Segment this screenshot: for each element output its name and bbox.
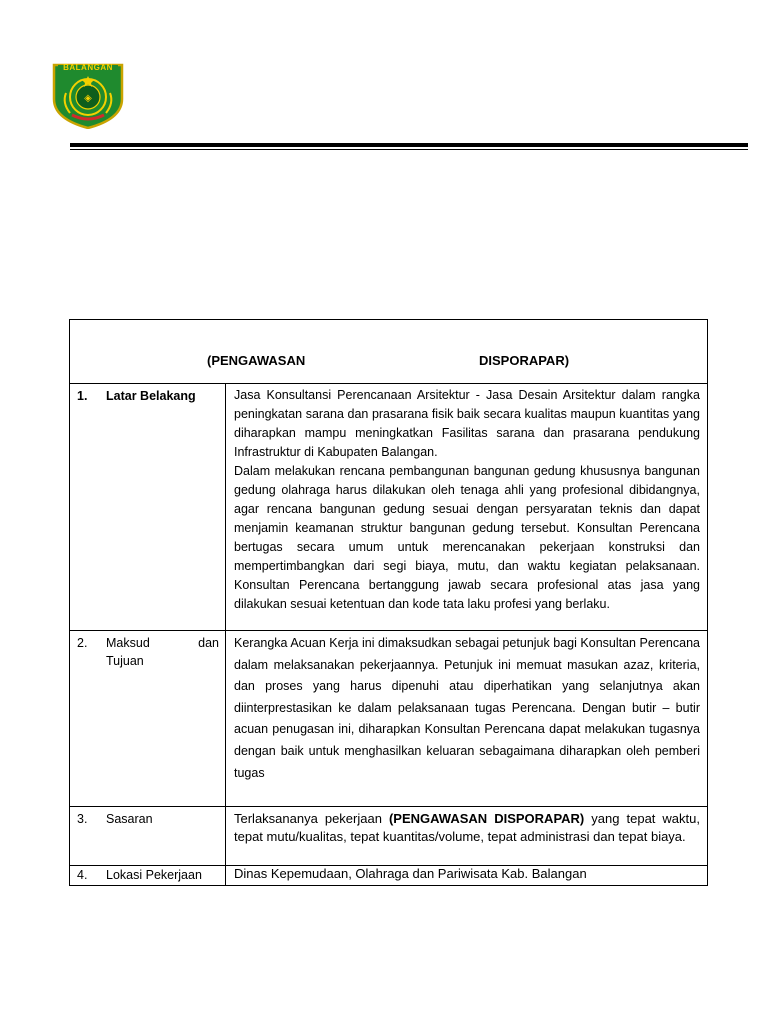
row-label-cell — [70, 631, 226, 807]
row-content-cell — [226, 384, 708, 631]
sasaran-text-post: yang tepat waktu, tepat mutu/kualitas, tepat kuantitas/volume, tepat administrasi dan tepat biaya. — [234, 811, 700, 844]
row-number: 4. — [77, 868, 88, 882]
latar-belakang-paragraph-1: Jasa Konsultansi Perencanaan Arsitektur - Jasa Desain Arsitektur dalam rangka peningkatan sarana dan prasarana fisik baik secara kualitas maupun kuantitas yang diharapkan mampu meningkatkan Fasilitas sarana dan prasarana pendukung Infrastruktur di Kabupaten Balangan. — [234, 388, 700, 459]
title-right: DISPORAPAR) — [479, 353, 570, 368]
row-content-cell — [226, 866, 708, 886]
shield-emblem-icon — [52, 63, 124, 129]
row-content-cell — [226, 807, 708, 866]
row-label: Latar Belakang — [106, 389, 196, 403]
row-label-line-1: Maksud dan — [106, 636, 219, 650]
row-label: Sasaran — [106, 812, 153, 826]
header-rule-thin — [70, 149, 748, 150]
row-content-cell — [226, 631, 708, 807]
maksud-tujuan-text: Kerangka Acuan Kerja ini dimaksudkan sebagai petunjuk bagi Konsultan Perencana dalam melaksanakan pekerjaannya. Petunjuk ini memuat masukan azaz, kriteria, dan proses yang harus dipenuhi atau diperhatikan yang selanjutnya akan diinterprestasikan ke dalam pelaksanaan tugas Perencana. Dengan butir – butir acuan penugasan ini, diharapkan Konsultan Perencana dapat melakukan tugasnya dengan baik untuk menghasilkan keluaran sebagaimana diharapkan oleh pemberi tugas — [234, 636, 700, 780]
row-label-line-2: Tujuan — [106, 654, 144, 668]
title-left: (PENGAWASAN — [207, 353, 306, 368]
table-title-row — [70, 320, 708, 384]
lokasi-text: Dinas Kepemudaan, Olahraga dan Pariwisata Kab. Balangan — [234, 866, 587, 881]
kak-table — [69, 319, 708, 886]
balangan-logo — [52, 63, 124, 129]
sasaran-text-pre: Terlaksananya pekerjaan — [234, 811, 389, 826]
header-rule-thick — [70, 143, 748, 147]
row-label-cell — [70, 807, 226, 866]
row-number: 3. — [77, 812, 88, 826]
table-row-sasaran — [70, 807, 708, 866]
table-row-lokasi — [70, 866, 708, 886]
sasaran-text-bold: (PENGAWASAN DISPORAPAR) — [388, 811, 585, 826]
row-number: 1. — [77, 389, 88, 403]
logo-text: BALANGAN — [63, 63, 113, 72]
table-row-maksud-tujuan — [70, 631, 708, 807]
table-row-latar-belakang — [70, 384, 708, 631]
row-number: 2. — [77, 636, 88, 650]
latar-belakang-paragraph-2: Dalam melakukan rencana pembangunan bangunan gedung khususnya bangunan gedung olahraga harus dilakukan oleh tenaga ahli yang profesional dibidangnya, agar rencana bangunan gedung sesuai dengan persyaratan teknis dan dapat menjamin keamanan struktur bangunan gedung tersebut. Konsultan Perencana bertugas secara umum untuk merencanakan pekerjaan konstruksi dan mempertimbangkan dari segi biaya, mutu, dan waktu kegiatan pelaksanaan. Konsultan Perencana bertanggung jawab secara profesional atas jasa yang dilakukan sesuai ketentuan dan kode tata laku profesi yang berlaku. — [234, 464, 700, 611]
svg-text:◈: ◈ — [84, 93, 92, 104]
row-label: Lokasi Pekerjaan — [106, 868, 202, 882]
row-label-cell — [70, 384, 226, 631]
sasaran-text — [226, 807, 707, 846]
row-label-cell — [70, 866, 226, 886]
table-title-cell — [70, 320, 708, 384]
